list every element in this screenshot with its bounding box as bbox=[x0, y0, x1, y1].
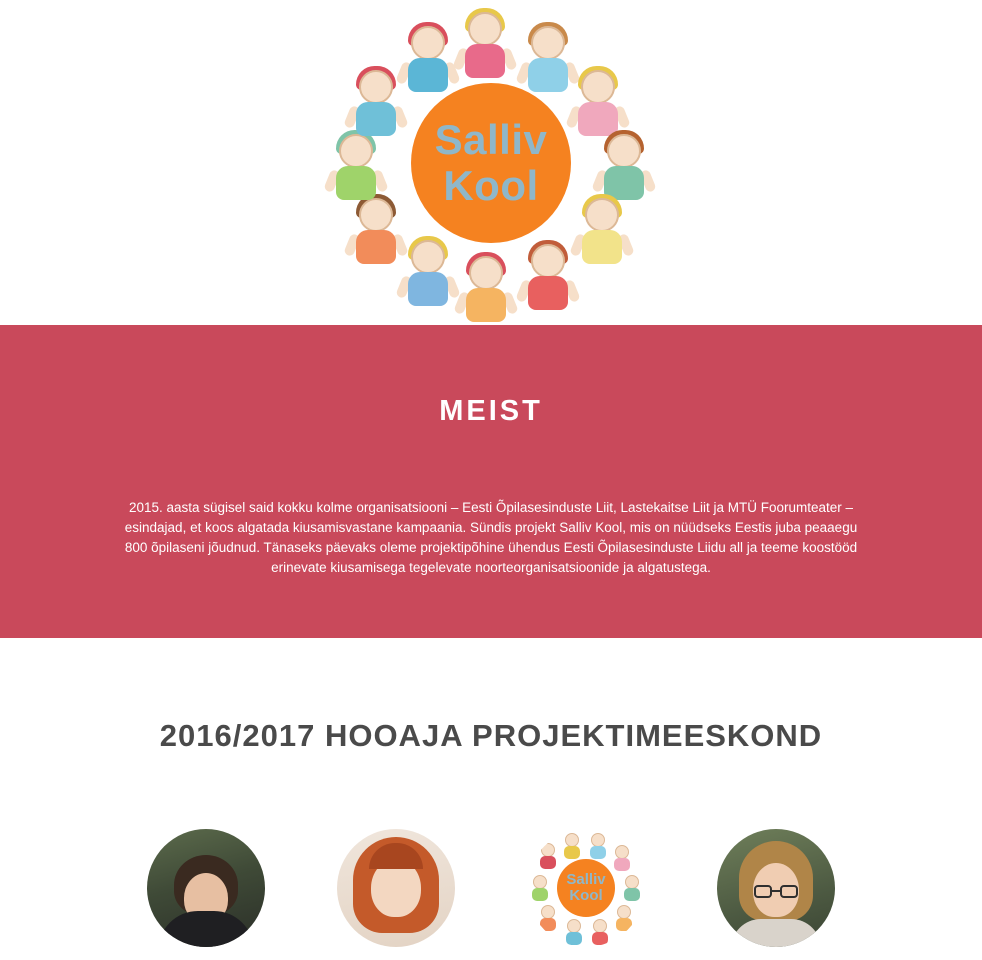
team-member-photo-1[interactable] bbox=[147, 829, 265, 947]
team-member-photo-2[interactable] bbox=[337, 829, 455, 947]
kid-figure-icon bbox=[345, 194, 407, 266]
logo-text-line2: Kool bbox=[443, 161, 539, 209]
kid-figure-icon bbox=[571, 194, 633, 266]
meist-body-text: 2015. aasta sügisel said kokku kolme organisatsiooni – Eesti Õpilasesinduste Liit, Lastekaitse Liit ja MTÜ Foorumteater – esindajad, et koos algatada kiusamisvastane kampaania. Sündis projekt Salliv Kool, mis on nüüdseks Eestis juba peaaegu 800 õpilaseni jõudnud. Tänaseks päevaks oleme projektipõhine ühendus Eesti Õpilasesinduste Liidu all ja teeme koostööd erinevate kiusamisega tegelevate noorteorganisatsioonide ja algatustega. bbox=[124, 500, 858, 575]
projektimeeskond-section bbox=[0, 638, 982, 947]
team-members-list bbox=[0, 829, 982, 947]
mini-logo-circle bbox=[557, 859, 615, 917]
kid-figure-icon bbox=[397, 22, 459, 94]
mini-logo-line1: Salliv bbox=[566, 871, 606, 888]
kid-figure-icon bbox=[517, 240, 579, 312]
team-member-photo-4[interactable] bbox=[717, 829, 835, 947]
kid-figure-icon bbox=[454, 8, 516, 80]
mini-logo-line2: Kool bbox=[569, 887, 603, 904]
salliv-kool-logo bbox=[321, 8, 661, 318]
logo-hero bbox=[0, 0, 982, 325]
logo-text-line1: Salliv bbox=[434, 115, 548, 163]
logo-orange-circle bbox=[411, 83, 571, 243]
team-member-photo-3-logo[interactable] bbox=[527, 829, 645, 947]
kid-figure-icon bbox=[593, 130, 655, 202]
kid-figure-icon bbox=[325, 130, 387, 202]
projektimeeskond-heading: 2016/2017 HOOAJA PROJEKTIMEESKOND bbox=[159, 718, 823, 753]
meist-heading: MEIST bbox=[439, 395, 543, 427]
meist-section bbox=[0, 325, 982, 638]
kid-figure-icon bbox=[567, 66, 629, 138]
kid-figure-icon bbox=[455, 252, 517, 324]
